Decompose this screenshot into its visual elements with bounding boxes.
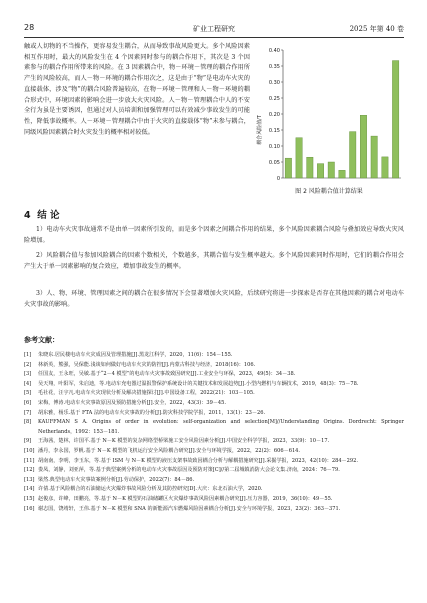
- reference-item: [24, 437, 404, 447]
- reference-number: [1]: [24, 352, 32, 358]
- reference-text: 胡东雅，杨乐.基于 FTA 法的电动车火灾事故的分析[J].防灾科技学院学报，2011，13(1)：23－26.: [38, 409, 266, 416]
- reference-number: [13]: [24, 476, 35, 483]
- reference-item: [24, 505, 404, 515]
- reference-number: [2]: [24, 361, 32, 368]
- page-header: [24, 23, 404, 35]
- coupling-risk-chart: [253, 42, 405, 187]
- y-tick-label: 0.40: [268, 47, 280, 54]
- reference-number: [16]: [24, 505, 35, 512]
- reference-number: [14]: [24, 486, 35, 493]
- chart-bars: [285, 61, 399, 178]
- reference-text: 朱晓东.居民楼电动车火灾成因及管理措施[J].黑龙江科学，2020，11(6)：154－155.: [38, 352, 233, 358]
- reference-item: [24, 457, 404, 467]
- reference-item: [24, 476, 404, 486]
- reference-number: [11]: [24, 457, 35, 464]
- reference-text: 许倩.基于风险耦合的石油储运火灾爆炸事故风险分析及其防控研究[D].大庆：东北石油大学，2020.: [38, 486, 263, 493]
- reference-text: 梁然.典型电动车火灾事故案例分析[J].劳动保护，2022(7)：84－86.: [38, 476, 195, 483]
- reference-number: [7]: [24, 409, 32, 416]
- bar-c5: [328, 162, 334, 178]
- y-axis-label: 耦合风险值/T: [257, 115, 263, 145]
- references-heading: 参考文献：: [24, 336, 59, 344]
- reference-number: [3]: [24, 371, 32, 378]
- reference-item: [24, 495, 404, 505]
- reference-number: [10]: [24, 447, 35, 454]
- section-title-text: 结 论: [37, 210, 60, 221]
- reference-text: 胡南南，李明，李玉东，等.基于 ISM 与 N－K 模型的液压支架事故致因耦合分析与解耦措施研究[J].采掘学报，2023，42(10)：284－292.: [38, 457, 358, 464]
- reference-text: 谢志国，饶靖轩，王伟.基于 N－K 模型和 SNA 的新能源汽车燃爆风险因素耦合分析[J].安全与环境学报，2023，23(2)：363－371.: [38, 505, 341, 512]
- reference-text: 宋梅，博涛.电动车火灾事故原因及预防措施分析[J].安全，2022，43(3)：39－45.: [38, 399, 227, 406]
- bar-c8: [360, 115, 366, 178]
- bar-c4: [317, 164, 323, 178]
- reference-text: 林新英，熊强，吴保能.浅谈如何做好电动车火灾的防控[J].内蒙古科技与经济，2018(16)：106.: [38, 361, 256, 368]
- figure-caption: 图 2 风险耦合值计算结果: [295, 188, 363, 195]
- reference-number: [5]: [24, 390, 32, 397]
- reference-item: [24, 409, 404, 419]
- reference-item: [24, 389, 404, 399]
- bar-c11: [392, 61, 398, 178]
- conclusion-3: 3）人、物、环境、管理因素之间的耦合在很多情况下会显著增加火灾风险，后续研究将进一步探索是否存在其他因素的耦合对电动车火灾事故的影响。: [24, 290, 404, 308]
- reference-text: 吴天翔，叶阳军，朱启迪，等.电动车充电器过温报警保护系统设计的关键技术和发展趋势[J].小型内燃机与车辆技术，2019，48(3)：75－78.: [38, 380, 359, 387]
- y-tick-label: 0.20: [268, 111, 280, 118]
- header-divider: [24, 37, 404, 38]
- section-number: 4: [24, 210, 31, 221]
- coupling-risk-figure: [253, 42, 405, 202]
- reference-number: [6]: [24, 399, 32, 406]
- reference-text: 任国友，王永旺，吴敏.基于“2－4 模型”的电动车火灾事故致因研究[J].工业安全与环保，2023，49(5)：34－38.: [38, 371, 296, 378]
- reference-item: [24, 361, 404, 371]
- reference-text: KAUFFMAN S A. Origins of order in evolution: self-organization and selection[M]//Understanding Origins. Dordrecht: Springer Netherlands，1992：153－181.: [38, 419, 404, 435]
- y-tick-label: 0.25: [268, 95, 280, 102]
- bar-c6: [339, 170, 345, 178]
- reference-number: [15]: [24, 495, 35, 502]
- y-tick-label: 0.35: [268, 63, 280, 70]
- page-number: 28: [24, 23, 35, 32]
- conclusion-1: 1）电动车火灾事故通常不是由单一因素所引发的，而是多个因素之间耦合作用的结果，多个风险因素耦合风险与叠加效应导致火灾风险增加。: [24, 226, 404, 244]
- reference-item: [24, 370, 404, 380]
- reference-number: [9]: [24, 438, 32, 445]
- issue-info: 2025 年第 40 卷: [349, 25, 404, 33]
- y-tick-label: 0: [276, 175, 280, 182]
- reference-number: [4]: [24, 380, 32, 387]
- journal-title: 矿业工程研究: [193, 25, 235, 33]
- reference-item: [24, 447, 404, 457]
- conclusion-2: 2）风险耦合值与参加风险耦合的因素个数相关，个数越多，其耦合值与发生概率越大。多个风险因素同时作用时，它们的耦合作用会产生大于单一因素影响的复合效应，增加事故发生的概率。: [24, 252, 404, 270]
- reference-text: 赵俊彦，许峰，田鹏亮，等.基于 N－K 模型的石油储罐区火灾爆炸事故风险因素耦合研究[J].压力容器，2019，36(10)：49－55.: [38, 495, 333, 502]
- reference-item: [24, 418, 404, 437]
- bar-c3: [307, 157, 313, 178]
- body-paragraph: 触或人切物的不当操作，更容易发生耦合，从而导致事故风险更大。多个风险因素相互作用时，最大的风险发生在 4 个因素同时参与的耦合作用下，其次是 3 个因素参与的耦合作用所带来的风险。在 3 因素耦合中，物－环境－管理的耦合作用所产生的风险较高，而人－物－环境的耦合作用次之，这是由于“物”是电动车火灾的直接载体，涉及“物”的耦合风险普遍较高，在物－环境－管理和人－物－环境的耦合形式中，环境因素的影响会进一步放大火灾风险。人－物－管理耦合中人的不安全行为虽是主要诱因，但通过对人员培训和加强管理可以有效减少事故发生的可能性，降低事故概率。人－环境－管理耦合中由于火灾的直接载体“物”未参与耦合，同级风险因素耦合时火灾发生的概率相对较低。: [24, 43, 250, 136]
- y-tick-label: 0.10: [268, 143, 280, 150]
- reference-text: 王海茜，楚林，许国平.基于 N－K 模型的复杂网络型桥梁施工安全风险因素分析[J].中国安全科学学报，2023，33(9)：10－17.: [38, 438, 330, 445]
- reference-text: 潘丹，李永国，罗帆.基于 N－K 模型的飞机运行安全风险耦合研究[J].安全与环境学报，2022，22(2)：606－614.: [38, 447, 301, 454]
- y-tick-label: 0.15: [268, 127, 280, 134]
- bar-c7: [350, 132, 356, 178]
- bar-c10: [382, 157, 388, 178]
- bar-c9: [371, 136, 377, 178]
- section-heading: [24, 207, 60, 221]
- bar-c1: [285, 158, 291, 178]
- reference-item: [24, 351, 404, 361]
- reference-item: [24, 399, 404, 409]
- y-tick-label: 0.30: [268, 79, 280, 86]
- reference-text: 毛社花，汪宇凡.电动车火灾现状分析及解决措施探讨[J].中国设备工程，2022(21)：103－105.: [38, 390, 255, 397]
- reference-list: [24, 351, 404, 514]
- reference-item: [24, 485, 404, 495]
- bar-c2: [296, 138, 302, 178]
- y-ticks: [269, 48, 283, 182]
- reference-item: [24, 380, 404, 390]
- reference-number: [8]: [24, 419, 32, 426]
- y-tick-label: 0.05: [268, 159, 280, 166]
- reference-number: [12]: [24, 467, 35, 474]
- reference-item: [24, 466, 404, 476]
- reference-text: 娄凤，刘静，刘亚萍，等.基于典型案例分析的电动车火灾事故原因及预防对策[C]//第二届城镇消防大会论文集.济南，2024：76－79.: [38, 467, 340, 474]
